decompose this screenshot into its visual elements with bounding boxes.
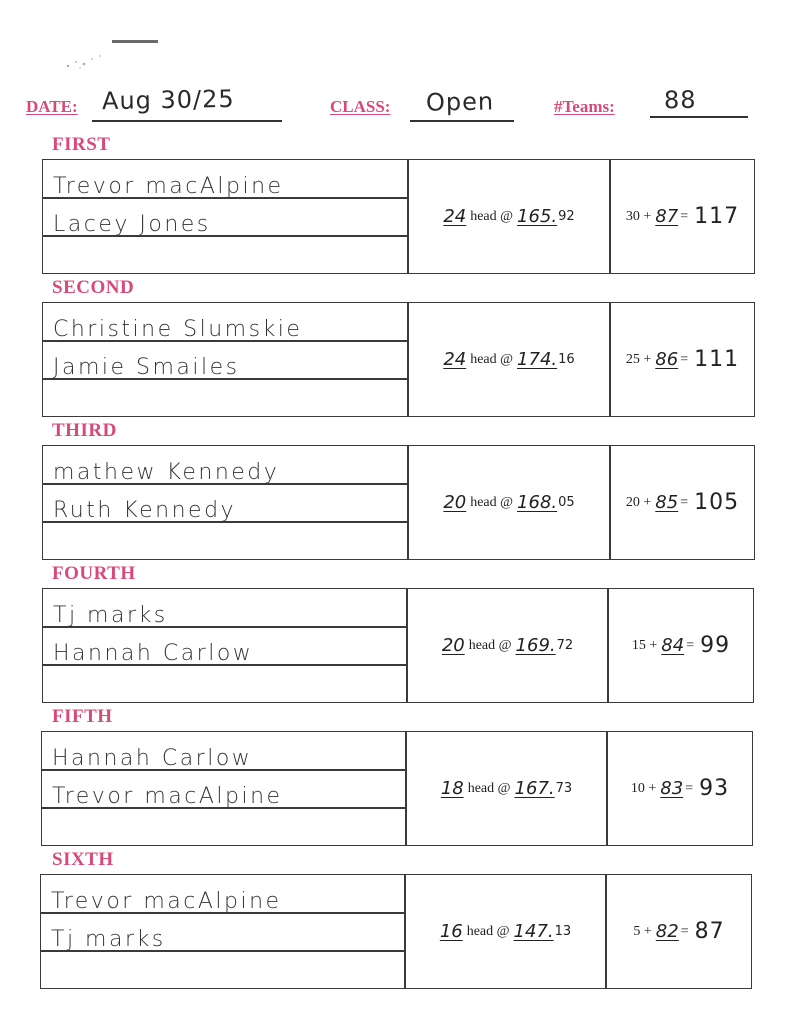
points-cell xyxy=(608,732,752,845)
total-score: 111 xyxy=(694,347,740,372)
team-member-1: Trevor macAlpine xyxy=(53,174,284,199)
total-score: 99 xyxy=(700,633,731,658)
place-label: THIRD xyxy=(52,420,117,441)
bonus: 85 xyxy=(655,492,679,513)
run-time: 168. xyxy=(517,492,558,513)
date-label: DATE: xyxy=(26,97,78,116)
team-member-1: Hannah Carlow xyxy=(52,746,253,771)
result-box xyxy=(42,445,755,560)
bonus: 82 xyxy=(655,921,679,942)
points: 5 + xyxy=(633,923,652,939)
class-value: Open xyxy=(425,87,495,117)
result-box xyxy=(40,874,752,989)
total-score: 105 xyxy=(694,490,740,515)
head-word: head @ xyxy=(466,923,510,939)
head-time-cell xyxy=(407,732,606,845)
run-time: 174. xyxy=(517,349,558,370)
equals-sign: = xyxy=(680,351,689,367)
equals-sign: = xyxy=(685,780,694,796)
run-time-decimal: 92 xyxy=(558,209,575,224)
result-box xyxy=(42,159,755,274)
place-label: SECOND xyxy=(52,277,135,298)
place-label: FIRST xyxy=(52,134,111,155)
head-word: head @ xyxy=(470,208,514,224)
points: 15 + xyxy=(631,637,658,653)
run-time-decimal: 05 xyxy=(558,495,575,510)
head-time-cell xyxy=(408,589,607,702)
team-member-2: Ruth Kennedy xyxy=(53,498,237,523)
run-time: 167. xyxy=(514,778,555,799)
head-count: 20 xyxy=(441,635,465,656)
team-member-1: Trevor macAlpine xyxy=(51,889,282,914)
place-label: SIXTH xyxy=(52,849,114,870)
head-word: head @ xyxy=(467,780,511,796)
total-score: 93 xyxy=(699,776,730,801)
head-time-cell xyxy=(406,875,605,988)
result-box xyxy=(42,588,754,703)
head-count: 20 xyxy=(443,492,467,513)
head-count: 16 xyxy=(439,921,463,942)
run-time-decimal: 16 xyxy=(558,352,575,367)
place-label: FOURTH xyxy=(52,563,136,584)
head-word: head @ xyxy=(468,637,512,653)
result-box xyxy=(42,302,755,417)
bonus: 86 xyxy=(655,349,679,370)
total-score: 87 xyxy=(694,919,725,944)
class-label: CLASS: xyxy=(330,97,391,116)
points: 10 + xyxy=(630,780,657,796)
team-member-1: Tj marks xyxy=(53,603,168,628)
bonus: 83 xyxy=(660,778,684,799)
team-member-2: Trevor macAlpine xyxy=(52,784,283,809)
team-member-1: Christine Slumskie xyxy=(53,317,303,342)
head-word: head @ xyxy=(470,494,514,510)
team-member-2: Hannah Carlow xyxy=(53,641,254,666)
run-time: 169. xyxy=(515,635,556,656)
bonus: 84 xyxy=(661,635,685,656)
scan-mark xyxy=(112,40,158,43)
result-box xyxy=(41,731,753,846)
points: 30 + xyxy=(625,208,652,224)
place-label: FIFTH xyxy=(52,706,113,727)
team-member-2: Jamie Smailes xyxy=(53,355,240,380)
points: 25 + xyxy=(625,351,652,367)
equals-sign: = xyxy=(680,494,689,510)
bonus: 87 xyxy=(655,206,679,227)
team-member-1: mathew Kennedy xyxy=(53,460,280,485)
run-time-decimal: 73 xyxy=(555,781,573,796)
points-cell xyxy=(607,875,751,988)
points-cell xyxy=(609,589,753,702)
head-time-cell xyxy=(409,160,609,273)
date-underline xyxy=(92,120,282,122)
run-time-decimal: 72 xyxy=(556,638,574,653)
team-member-2: Lacey Jones xyxy=(53,212,211,237)
head-time-cell xyxy=(409,303,609,416)
equals-sign: = xyxy=(680,923,689,939)
team-member-2: Tj marks xyxy=(51,927,166,952)
head-count: 24 xyxy=(443,206,467,227)
head-time-cell xyxy=(409,446,609,559)
teams-underline xyxy=(650,116,748,118)
total-score: 117 xyxy=(694,204,740,229)
teams-label: #Teams: xyxy=(554,97,615,116)
points-cell xyxy=(611,160,754,273)
points: 20 + xyxy=(625,494,652,510)
equals-sign: = xyxy=(680,208,689,224)
run-time-decimal: 13 xyxy=(554,924,572,939)
points-cell xyxy=(611,303,754,416)
date-value: Aug 30/25 xyxy=(101,84,235,116)
head-count: 18 xyxy=(440,778,464,799)
head-count: 24 xyxy=(443,349,467,370)
run-time: 165. xyxy=(517,206,558,227)
head-word: head @ xyxy=(470,351,514,367)
class-underline xyxy=(410,120,514,122)
equals-sign: = xyxy=(686,637,695,653)
teams-value: 88 xyxy=(663,85,697,115)
scan-dust xyxy=(62,50,106,72)
points-cell xyxy=(611,446,754,559)
run-time: 147. xyxy=(513,921,554,942)
